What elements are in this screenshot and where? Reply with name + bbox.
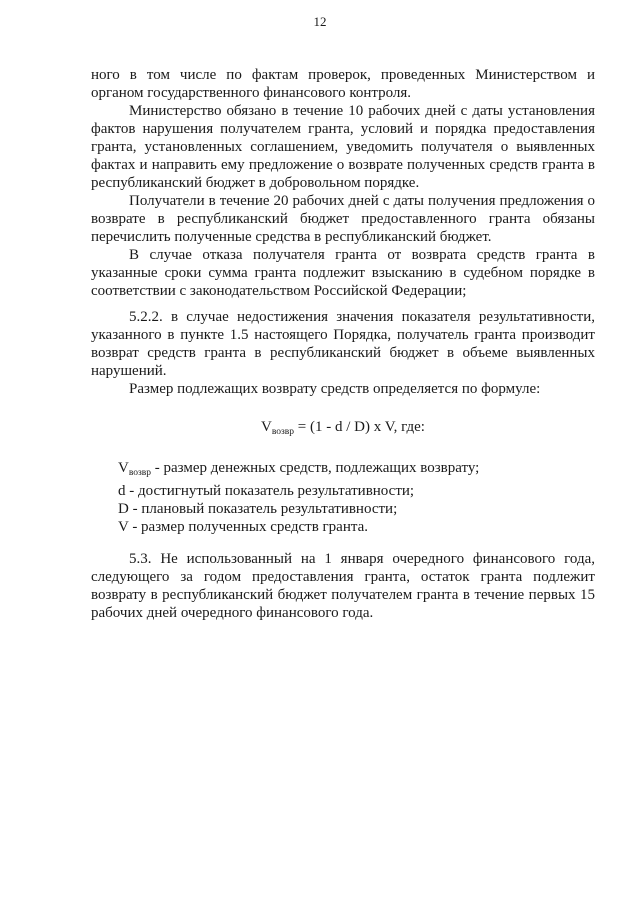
definition-text: - размер денежных средств, подлежащих возврату;	[151, 460, 480, 476]
paragraph-continuation: ного в том числе по фактам проверок, проведенных Министерством и органом государственного финансового контроля.	[91, 67, 595, 101]
formula-lhs-subscript: возвр	[271, 427, 295, 437]
paragraph-refusal-court: В случае отказа получателя гранта от возврата средств гранта в указанные сроки сумма гранта подлежит взысканию в судебном порядке в соответствии с законодательством Российской Федерации;	[91, 247, 595, 299]
definition-subscript: возвр	[128, 468, 152, 478]
definition-symbol: D	[118, 501, 129, 517]
definition-symbol: d	[118, 483, 126, 499]
document-body	[91, 66, 595, 622]
definition-item	[91, 482, 595, 500]
definition-item	[91, 459, 595, 482]
definition-symbol: V	[118, 519, 129, 535]
definition-item	[91, 518, 595, 536]
definition-item	[91, 500, 595, 518]
page-number: 12	[313, 14, 327, 29]
formula-lhs: V	[261, 419, 272, 435]
formula	[91, 418, 595, 441]
definition-text: - размер полученных средств гранта.	[128, 519, 369, 535]
paragraph-recipient-return: Получатели в течение 20 рабочих дней с даты получения предложения о возврате в республиканский бюджет предоставленного гранта обязаны перечислить полученные средства в республиканский бюджет.	[91, 193, 595, 245]
definition-text: - достигнутый показатель результативности;	[125, 483, 415, 499]
definition-text: - плановый показатель результативности;	[128, 501, 398, 517]
paragraph-formula-intro: Размер подлежащих возврату средств определяется по формуле:	[129, 381, 541, 397]
definition-symbol: V	[118, 460, 129, 476]
paragraph-ministry-obligation: Министерство обязано в течение 10 рабочих дней с даты установления фактов нарушения получателем гранта, условий и порядка предоставления гранта, установленных соглашением, уведомить получателя о выявленных фактах и направить ему предложение о возврате полученных средств гранта в республиканский бюджет в добровольном порядке.	[91, 103, 595, 191]
paragraph-5-2-2: 5.2.2. в случае недостижения значения показателя результативности, указанного в пункте 1.5 настоящего Порядка, получатель гранта производит возврат средств гранта в республиканский бюджет в объеме выявленных нарушений.	[91, 309, 595, 379]
paragraph-5-3: 5.3. Не использованный на 1 января очередного финансового года, следующего за годом предоставления гранта, остаток гранта подлежит возврату в республиканский бюджет получателем гранта в течение первых 15 рабочих дней очередного финансового года.	[91, 551, 595, 621]
definitions-list	[91, 459, 595, 536]
formula-rhs: = (1 - d / D) x V, где:	[294, 419, 425, 435]
